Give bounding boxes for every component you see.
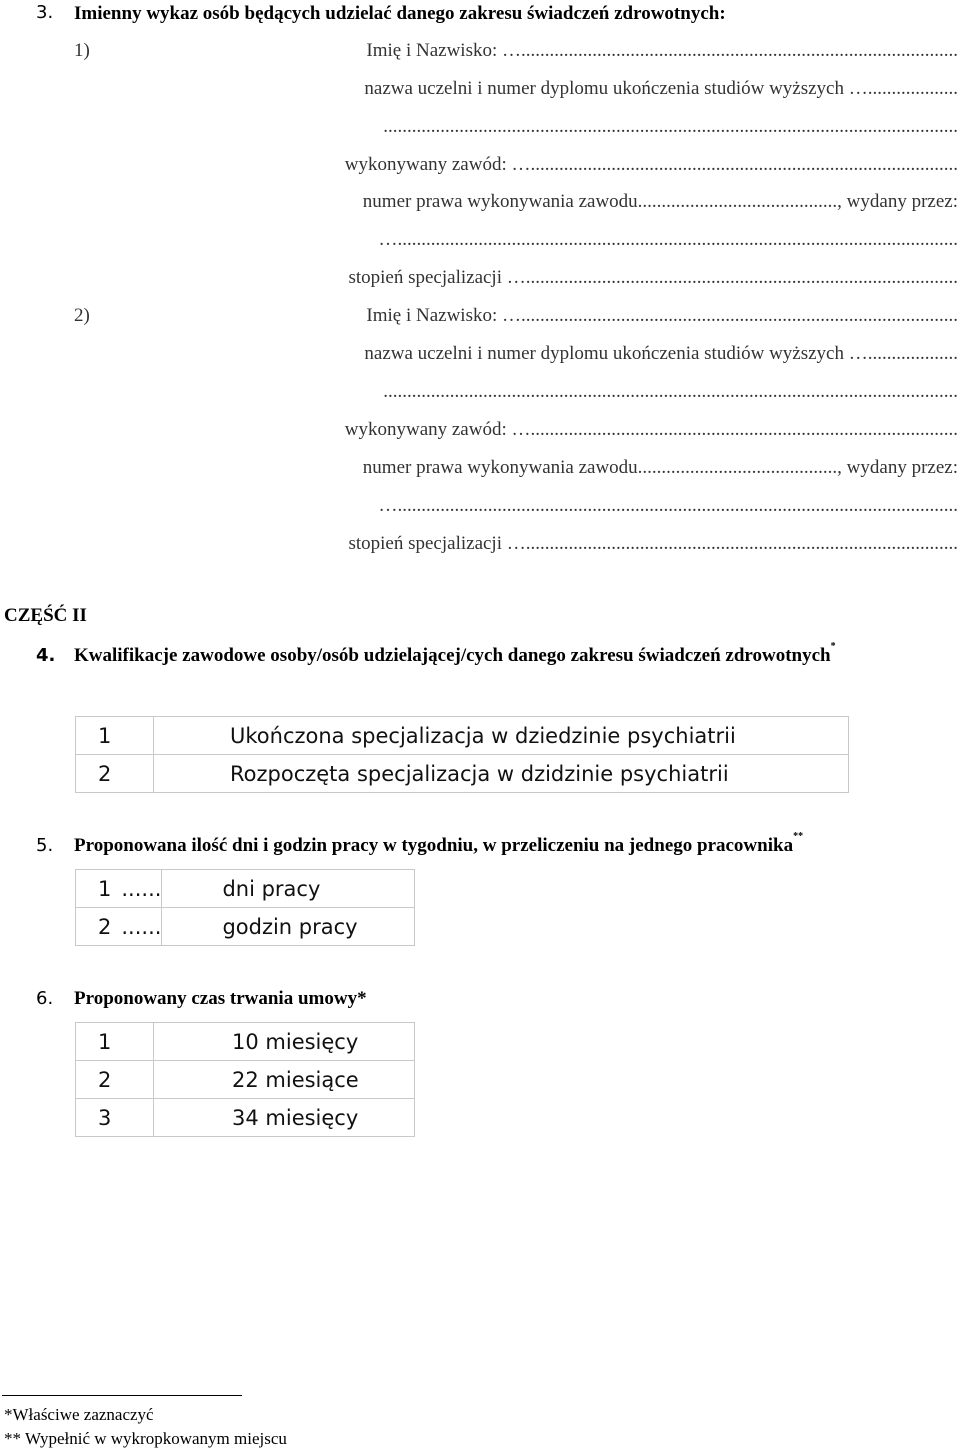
person-2-university-continuation[interactable]: ......................................................................................................................... (383, 381, 958, 402)
work-time-table (75, 869, 415, 946)
days-blank[interactable]: ...... (121, 876, 162, 901)
person-1-number: 1) (74, 40, 90, 61)
hours-blank[interactable]: ...... (121, 914, 162, 939)
person-1-specialization-field[interactable]: stopień specjalizacji …........................................................................................... (348, 267, 958, 288)
duration-option[interactable]: 34 miesięcy (154, 1099, 415, 1137)
qualification-option[interactable]: Rozpoczęta specjalizacja w dzidzinie psychiatrii (154, 755, 849, 793)
section-6-number: 6. (36, 988, 54, 1009)
section-6-heading: Proponowany czas trwania umowy* (74, 988, 367, 1009)
person-2-name-field[interactable]: Imię i Nazwisko: …............................................................................................ (366, 305, 958, 326)
footnote-2: ** Wypełnić w wykropkowanym miejscu (4, 1429, 287, 1448)
person-2-license-continuation[interactable]: …...................................................................................................................... (378, 495, 958, 516)
person-2-profession-field[interactable]: wykonywany zawód: ….......................................................................................... (344, 419, 958, 440)
duration-option[interactable]: 10 miesięcy (154, 1023, 415, 1061)
row-number: 3 (76, 1099, 154, 1137)
person-1-university-continuation[interactable]: ......................................................................................................................... (383, 116, 958, 137)
person-1-name-field[interactable]: Imię i Nazwisko: …............................................................................................ (366, 40, 958, 61)
section-3-heading: Imienny wykaz osób będących udzielać danego zakresu świadczeń zdrowotnych: (74, 3, 726, 24)
footnote-mark: * (830, 641, 836, 652)
section-4-number: 4. (36, 645, 56, 666)
row-number: 1 (76, 717, 154, 755)
person-1-license-field[interactable]: numer prawa wykonywania zawodu.........................................., wydany przez: (362, 191, 958, 212)
person-2-specialization-field[interactable]: stopień specjalizacji …........................................................................................... (348, 533, 958, 554)
footnote-mark: ** (793, 831, 804, 842)
person-2-number: 2) (74, 305, 90, 326)
part-2-title: CZĘŚĆ II (4, 605, 87, 626)
qualification-option[interactable]: Ukończona specjalizacja w dziedzinie psychiatrii (154, 717, 849, 755)
work-days-label: dni pracy (162, 870, 415, 908)
table-row (76, 717, 849, 755)
person-2-university-field[interactable]: nazwa uczelni i numer dyplomu ukończenia studiów wyższych …................... (364, 343, 958, 364)
person-1-university-field[interactable]: nazwa uczelni i numer dyplomu ukończenia studiów wyższych …................... (364, 78, 958, 99)
footnote-divider (2, 1395, 242, 1396)
section-5-number: 5. (36, 835, 54, 856)
row-number: 1 ...... (76, 870, 162, 908)
table-row (76, 908, 415, 946)
table-row (76, 870, 415, 908)
row-number: 2 ...... (76, 908, 162, 946)
section-5-heading: Proponowana ilość dni i godzin pracy w tygodniu, w przeliczeniu na jednego pracownika** (74, 831, 804, 856)
person-1-profession-field[interactable]: wykonywany zawód: ….......................................................................................... (344, 154, 958, 175)
row-number: 2 (76, 1061, 154, 1099)
qualifications-table (75, 716, 849, 793)
row-number: 1 (76, 1023, 154, 1061)
row-number: 2 (76, 755, 154, 793)
table-row (76, 1023, 415, 1061)
person-2-license-field[interactable]: numer prawa wykonywania zawodu.........................................., wydany przez: (362, 457, 958, 478)
footnote-1: *Właściwe zaznaczyć (4, 1405, 154, 1424)
table-row (76, 755, 849, 793)
table-row (76, 1099, 415, 1137)
table-row (76, 1061, 415, 1099)
work-hours-label: godzin pracy (162, 908, 415, 946)
section-4-heading: Kwalifikacje zawodowe osoby/osób udzielającej/cych danego zakresu świadczeń zdrowotnych* (74, 641, 836, 666)
duration-option[interactable]: 22 miesiące (154, 1061, 415, 1099)
contract-duration-table (75, 1022, 415, 1137)
section-3-number: 3. (36, 2, 54, 23)
person-1-license-continuation[interactable]: …...................................................................................................................... (378, 229, 958, 250)
